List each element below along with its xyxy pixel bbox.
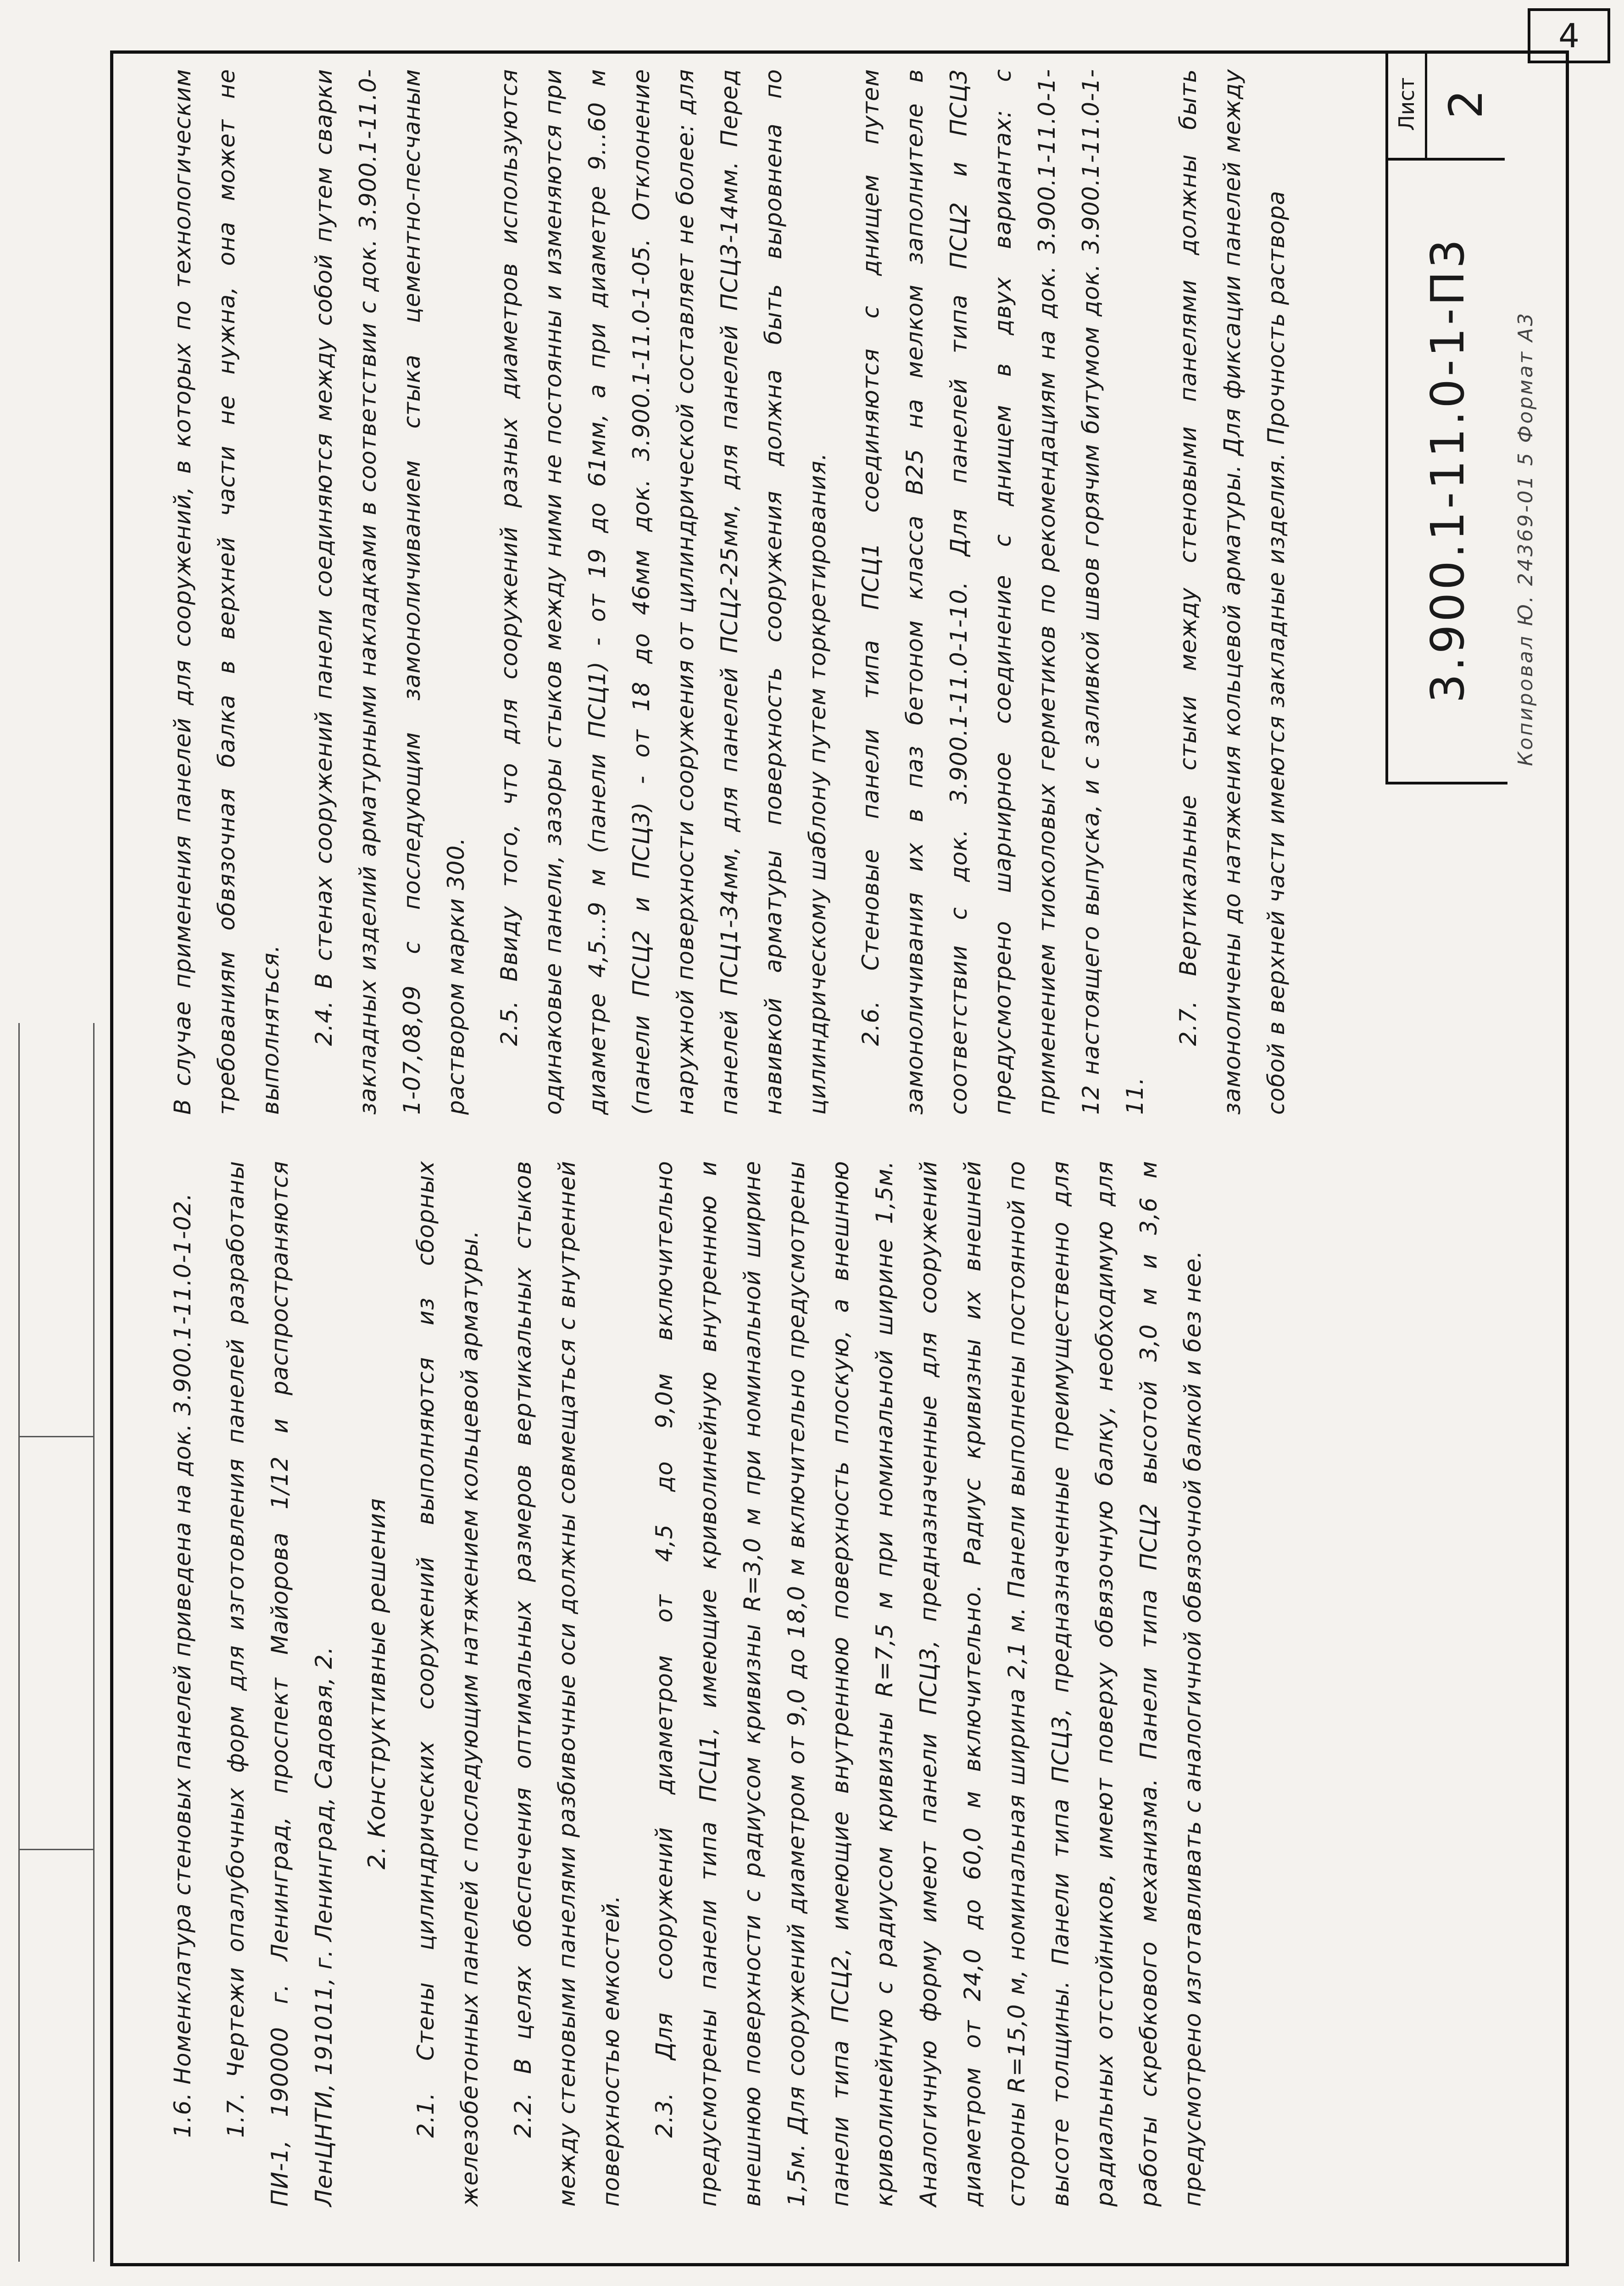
section-heading: 2. Конструктивные решения: [363, 1498, 391, 1869]
paragraph-2-4: 2.4. В стенах сооружений панели соединяются между собой путем сварки закладных изделий арматурными накладками в соответствии с док. 3.900.1-11.0-1-07,08,09 с последующим замоноличиванием стыка цементно-песчаным раствором марки 300.: [311, 69, 469, 1115]
margin-cell: [20, 1436, 93, 1437]
paragraph-2-2: 2.2. В целях обеспечения оптимальных размеров вертикальных стыков между стеновыми панелями разбивочные оси должны совмещаться с внутренней поверхностью емкостей.: [510, 1161, 624, 2207]
paragraph-2-7: 2.7. Вертикальные стыки между стеновыми панелями должны быть замоноличены до натяжения кольцевой арматуры. Для фиксации панелей между собой в верхней части имеются закладные изделия. Прочность раствора: [1175, 69, 1290, 1115]
right-text-column: [161, 69, 1307, 1115]
paragraph-2-3: 2.3. Для сооружений диаметром от 4,5 до 9,0м включительно предусмотрены панели типа ПСЦ1, имеющие криволинейную внутреннюю и внешнюю поверхности с радиусом кривизны R=3,0 м при номинальной ширине 1,5м. Для сооружений диаметром от 9,0 до 18,0 м включительно предусмотрены панели типа ПСЦ2, имеющие внутреннюю поверхность плоскую, а внешнюю криволинейную с радиусом кривизны R=7,5 м при номинальной ширине 1,5м. Аналогичную форму имеют панели ПСЦ3, предназначенные для сооружений диаметром от 24,0 до 60,0 м включительно. Радиус кривизны их внешней стороны R=15,0 м, номинальная ширина 2,1 м. Панели выполнены постоянной по высоте толщины. Панели типа ПСЦ3, предназначенные преимущественно для радиальных отстойников, имеют поверху обвязочную балку, необходимую для работы скребкового механизма. Панели типа ПСЦ2 высотой 3,0 м и 3,6 м предусмотрено изготавливать с аналогичной обвязочной балкой и без нее.: [651, 1161, 1206, 2207]
paragraph-2-5: 2.5. Ввиду того, что для сооружений разных диаметров используются одинаковые панели, зазоры стыков между ними не постоянны и изменяются при диаметре 4,5...9 м (панели ПСЦ1) - от 19 до 61мм, а при диаметре 9...60 м (панели ПСЦ2 и ПСЦ3) - от 18 до 46мм док. 3.900.1-11.0-1-05. Отклонение наружной поверхности сооружения от цилиндрической составляет не более: для панелей ПСЦ1-34мм, для панелей ПСЦ2-25мм, для панелей ПСЦ3-14мм. Перед навивкой арматуры поверхность сооружения должна быть выровнена по цилиндрическому шаблону путем торкретирования.: [496, 69, 831, 1115]
rotated-page-content: [133, 41, 1546, 2234]
paragraph-2-6: 2.6. Стеновые панели типа ПСЦ1 соединяются с днищем путем замоноличивания их в паз бетоном класса В25 на мелком заполнителе в соответствии с док. 3.900.1-11.0-1-10. Для панелей типа ПСЦ2 и ПСЦ3 предусмотрено шарнирное соединение с днищем в двух вариантах: с применением тиоколовых герметиков по рекомендациям на док. 3.900.1-11.0-1-12 настоящего выпуска, и с заливкой швов горячим битумом док. 3.900.1-11.0-1-11.: [857, 69, 1148, 1115]
sheet-number: 2: [1439, 89, 1493, 119]
margin-cell: [20, 1849, 93, 1850]
footer-stamp: Копировал Ю. 24369-01 5 Формат А3: [1514, 311, 1537, 766]
left-text-column: [161, 1161, 1224, 2207]
paragraph-2-1: 2.1. Стены цилиндрических сооружений выполняются из сборных железобетонных панелей с последующим натяжением кольцевой арматуры.: [412, 1161, 483, 2207]
left-margin-stamp: [18, 1023, 95, 2262]
sheet-label: Лист: [1388, 50, 1427, 158]
paragraph-1-6: 1.6. Номенклатура стеновых панелей приведена на док. 3.900.1-11.0-1-02.: [169, 1192, 196, 2138]
paragraph-1-7: 1.7. Чертежи опалубочных форм для изготовления панелей разработаны ПИ-1, 190000 г. Ленинград, проспект Майорова 1/12 и распространяются ЛенЦНТИ, 191011, г. Ленинград, Садовая, 2.: [222, 1161, 337, 2207]
paragraph-continuation: В случае применения панелей для сооружений, в которых по технологическим требованиям обвязочная балка в верхней части не нужна, она может не выполняться.: [169, 69, 284, 1115]
sheet-number-box: [1385, 50, 1505, 161]
document-code: 3.900.1-11.0-1-П3: [1385, 158, 1507, 784]
page-number: 4: [1528, 8, 1610, 63]
